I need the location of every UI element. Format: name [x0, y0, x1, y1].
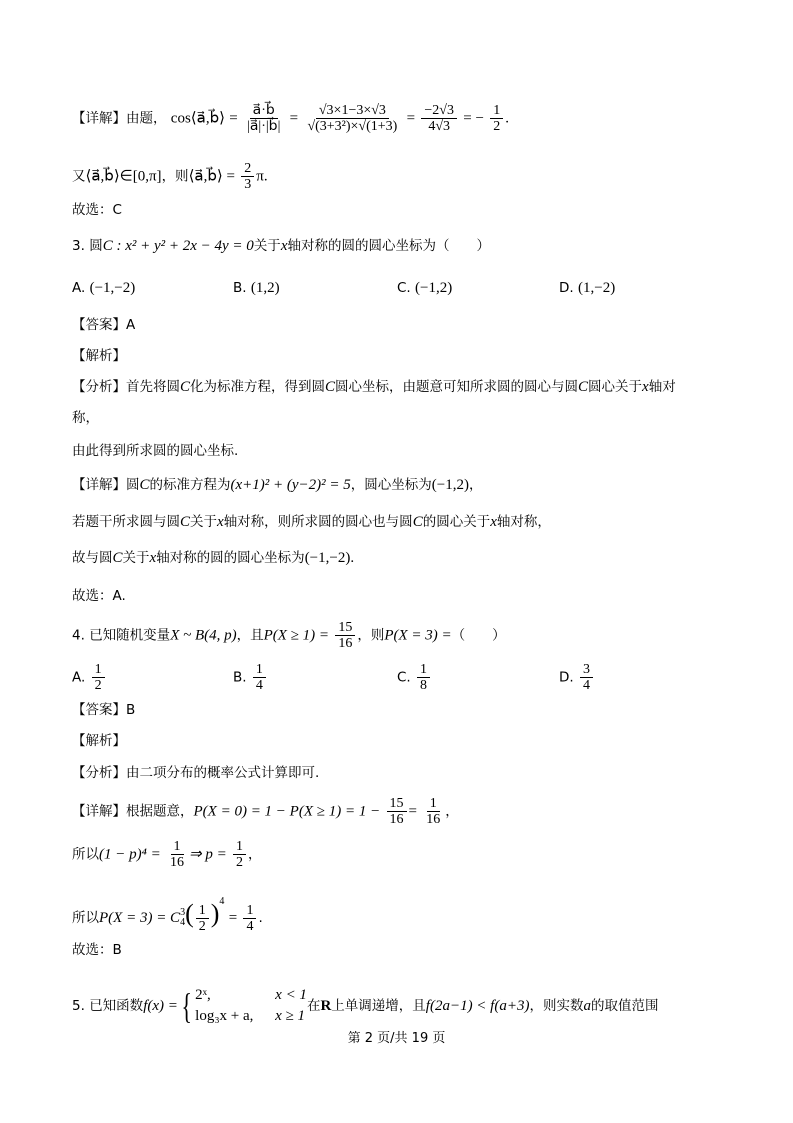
q4-detail-line1: 【详解】根据题意，P(X = 0) = 1 − P(X ≥ 1) = 1 − $\frac{15}{16}$ = $\frac{1}{16}$ ，	[72, 796, 459, 827]
q4-analysis-heading: 【解析】	[72, 733, 126, 749]
q3-option-d: D. (1,−2)	[559, 280, 616, 296]
detail-tag: 【详解】	[72, 110, 126, 127]
q5-question: 5. 已知函数f(x) ={ 2ˣ, x < 1 log₃x + a, x ≥ 1 在R上单调递增，且f(2a−1) < f(a+3)，则实数a的取值范围	[72, 986, 659, 1026]
q2-range-line: 又⟨a⃗,b⃗⟩∈[0,π]，则⟨a⃗,b⃗⟩ = $\frac{2}{3}$ π.	[72, 161, 268, 192]
q3-question: 3. 圆C : x² + y² + 2x − 4y = 0关于x轴对称的圆的圆心坐标为（ ）	[72, 238, 490, 254]
q4-option-a: A. $\frac{1}{2}$	[72, 662, 107, 693]
fraction: $\frac{15}{16}$	[335, 620, 355, 651]
q4-option-b: B. $\frac{1}{4}$	[233, 662, 268, 693]
q4-option-d: D. $\frac{3}{4}$	[559, 662, 595, 693]
fraction: $\frac{-2√3}{4√3}$	[421, 103, 457, 134]
q4-detail-line3: 所以P(X = 3) = C 3 4 ( $\frac{1}{2}$ )$^4$ = $\frac{1}{4}$ .	[72, 896, 263, 934]
q3-fenxi-line3: 由此得到所求圆的圆心坐标.	[72, 443, 239, 459]
fraction: $\frac{1}{16}$	[426, 796, 441, 827]
q3-detail-line2: 若题干所求圆与圆C关于x轴对称，则所求圆的圆心也与圆C的圆心关于x轴对称，	[72, 514, 551, 530]
q3-final: 故选：A.	[72, 588, 126, 604]
q3-option-b: B. (1,2)	[233, 280, 280, 296]
q2-answer: 故选：C	[72, 202, 122, 218]
cos-lhs: cos⟨a⃗,b⃗⟩	[170, 110, 225, 127]
q3-analysis-heading: 【解析】	[72, 348, 126, 364]
text: 由题，	[126, 110, 167, 127]
fraction: $\frac{a⃗\cdot b⃗}{|a⃗|\cdot|b⃗|}$	[247, 103, 281, 134]
fraction: $\frac{15}{16}$	[387, 796, 407, 827]
math: ⟨a⃗,b⃗⟩ =	[188, 168, 235, 185]
piecewise-cases: 2ˣ, x < 1 log₃x + a, x ≥ 1	[195, 987, 307, 1024]
fraction: $\frac{1}{2}$	[490, 103, 503, 134]
q3-detail-line1: 【详解】圆C的标准方程为(x+1)² + (y−2)² = 5，圆心坐标为(−1,2)，	[72, 477, 483, 493]
q3-fenxi-line2: 称，	[72, 410, 99, 426]
fraction: $\frac{1}{2}$	[196, 903, 209, 934]
fraction: $\frac{1}{4}$	[243, 903, 256, 934]
result: = −	[463, 110, 484, 127]
fraction: $\frac{1}{16}$	[170, 839, 184, 870]
fraction: $\frac{√3\times 1-3\times√3}{\text{√(3+3²)×√(1+3)}}$	[307, 103, 398, 134]
left-brace: {	[181, 986, 192, 1026]
q4-question: 4. 已知随机变量X ~ B(4, p)，且P(X ≥ 1) = $\frac{15}{16}$ ，则P(X = 3) =（ ）	[72, 620, 506, 651]
q4-answer: 【答案】B	[72, 702, 136, 718]
eq: =	[406, 110, 416, 127]
q4-fenxi: 【分析】由二项分布的概率公式计算即可.	[72, 765, 320, 781]
math: C : x² + y² + 2x − 4y = 0	[102, 238, 254, 254]
q3-answer: 【答案】A	[72, 317, 136, 333]
q3-option-a: A. (−1,−2)	[72, 280, 136, 296]
q4-option-c: C. $\frac{1}{8}$	[397, 662, 432, 693]
fraction: $\frac{2}{3}$	[241, 161, 254, 192]
q3-option-c: C. (−1,2)	[397, 280, 453, 296]
q3-fenxi-line1: 【分析】首先将圆C化为标准方程，得到圆C圆心坐标，由题意可知所求圆的圆心与圆C圆心关于x轴对	[72, 379, 676, 395]
math: ⟨a⃗,b⃗⟩∈[0,π]	[85, 168, 162, 185]
q2-detail-line: 【详解】由题， cos⟨a⃗,b⃗⟩ = $\frac{a⃗\cdot b⃗}{|a⃗|\cdot|b⃗|}$ = $\frac{√3\times 1-3\times√3}{\text{√(3+3²)×√(1+3)}}$ = $\frac{-2√3}{4√3}$ = − $\frac{1}{2}$ .	[72, 103, 510, 134]
fraction: $\frac{1}{2}$	[233, 839, 246, 870]
eq: =	[229, 110, 238, 127]
q4-detail-line2: 所以(1 − p)⁴ = $\frac{1}{16}$ ⇒ p = $\frac{1}{2}$ ，	[72, 839, 262, 870]
page-footer: 第 2 页/共 19 页	[347, 1031, 446, 1046]
q4-final: 故选：B	[72, 942, 122, 958]
q3-detail-line3: 故与圆C关于x轴对称的圆的圆心坐标为(−1,−2).	[72, 550, 355, 566]
eq: =	[289, 110, 299, 127]
